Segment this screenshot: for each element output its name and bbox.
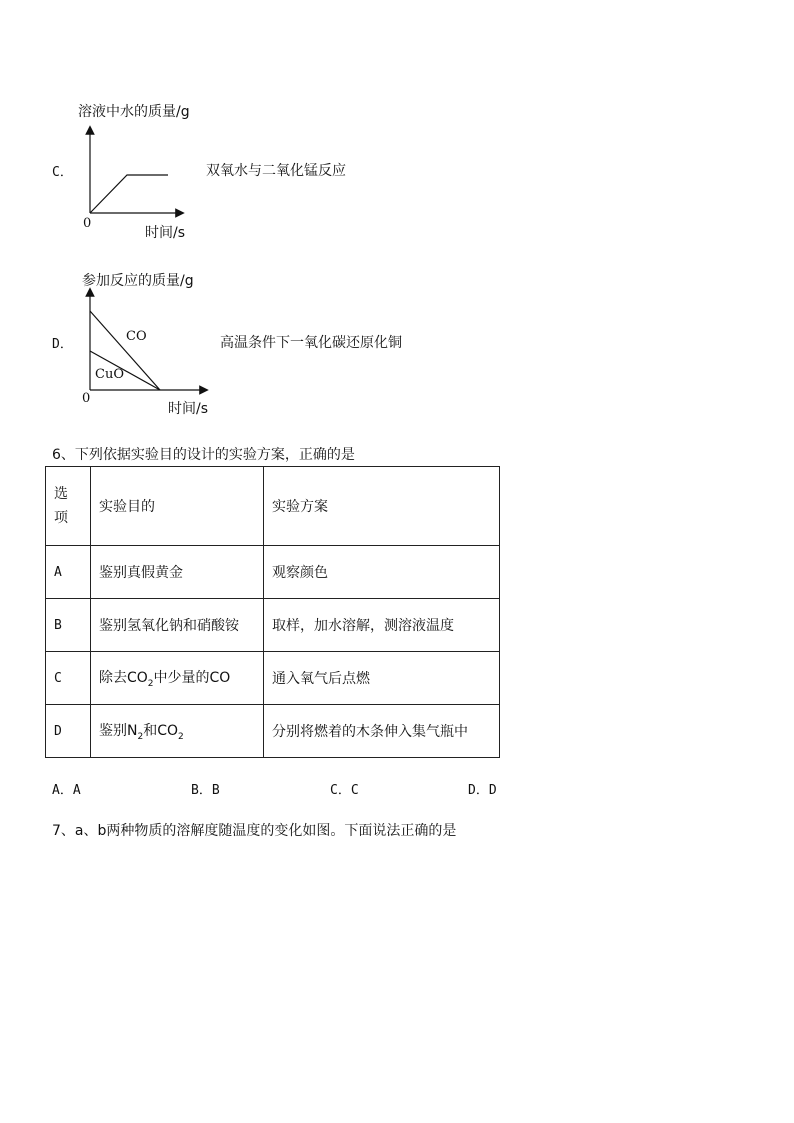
row-goal (91, 652, 264, 705)
graph-d-co-label: CO (126, 329, 147, 344)
subscript: 2 (147, 678, 154, 689)
option-d-label: D． (52, 337, 73, 352)
row-goal-text: 和CO (143, 723, 179, 740)
table-header-row (46, 467, 500, 546)
row-plan: 分别将燃着的木条伸入集气瓶中 (264, 705, 500, 758)
subscript: 2 (178, 731, 184, 742)
row-goal (91, 705, 264, 758)
answer-choice-b: B．B (191, 783, 220, 798)
row-plan: 观察颜色 (264, 546, 500, 599)
header-option (46, 467, 91, 546)
row-option: C (46, 652, 91, 705)
table-row (46, 652, 500, 705)
row-plan: 取样，加水溶解，测溶液温度 (264, 599, 500, 652)
graph-d-ylabel: 参加反应的质量/g (82, 273, 194, 289)
header-goal: 实验目的 (91, 467, 264, 546)
option-c-label: C． (52, 165, 73, 180)
graph-d-plot (0, 0, 794, 420)
graph-d-cuo-label: CuO (95, 367, 124, 382)
table-row (46, 546, 500, 599)
row-goal: 鉴别真假黄金 (91, 546, 264, 599)
header-option-line2: 项 (54, 510, 68, 526)
answer-choice-a: A．A (52, 783, 81, 798)
answer-choice-c: C．C (330, 783, 359, 798)
row-plan: 通入氧气后点燃 (264, 652, 500, 705)
row-option: A (46, 546, 91, 599)
table-row (46, 599, 500, 652)
graph-c-origin: 0 (83, 216, 92, 231)
row-goal-text: 鉴别N (99, 723, 138, 740)
row-goal-text: 中少量的CO (153, 670, 231, 687)
row-goal-text: 除去CO (99, 670, 148, 687)
q7-stem: 7、a、b两种物质的溶解度随温度的变化如图。下面说法正确的是 (52, 823, 457, 839)
graph-c-xlabel: 时间/s (145, 225, 186, 241)
graph-d-xlabel: 时间/s (168, 401, 209, 417)
row-goal: 鉴别氢氧化钠和硝酸铵 (91, 599, 264, 652)
q6-table (45, 466, 500, 758)
table-row (46, 705, 500, 758)
q6-stem: 6、下列依据实验目的设计的实验方案，正确的是 (52, 447, 355, 463)
header-plan: 实验方案 (264, 467, 500, 546)
subscript: 2 (137, 731, 144, 742)
answer-choice-d: D．D (468, 783, 497, 798)
row-option: D (46, 705, 91, 758)
row-option: B (46, 599, 91, 652)
header-option-line1: 选 (54, 486, 68, 502)
graph-d-caption: 高温条件下一氧化碳还原化铜 (220, 335, 402, 351)
graph-c-ylabel: 溶液中水的质量/g (78, 104, 190, 120)
graph-d-origin: 0 (82, 391, 91, 406)
graph-c-caption: 双氧水与二氧化锰反应 (206, 163, 346, 179)
